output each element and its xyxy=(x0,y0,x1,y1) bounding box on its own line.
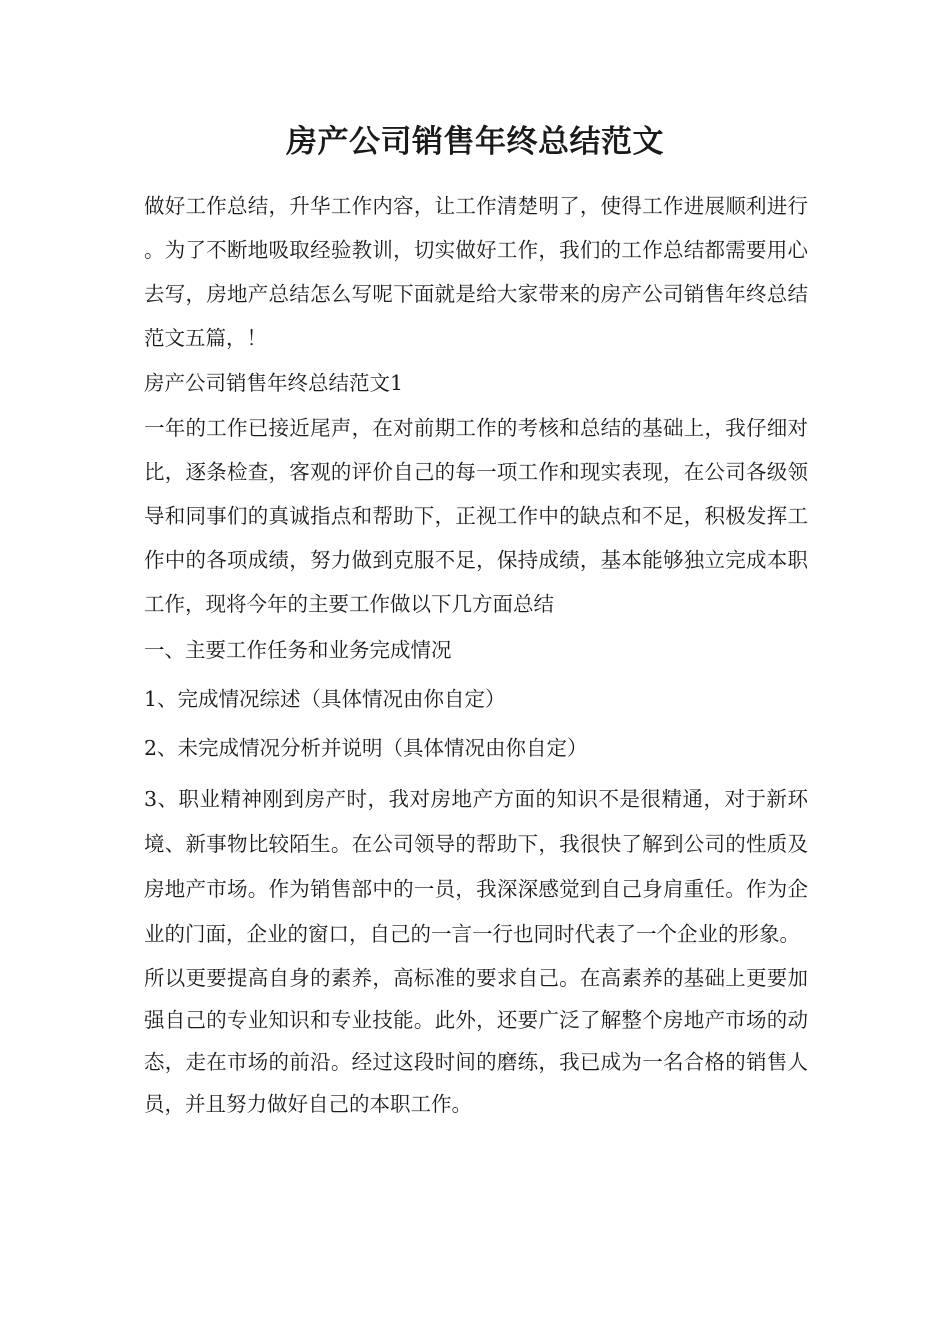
body-paragraph: 一年的工作已接近尾声，在对前期工作的考核和总结的基础上，我仔细对比，逐条检查，客观的评价自己的每一项工作和现实表现，在公司各级领导和同事们的真诚指点和帮助下，正视工作中的缺点和不足，积极发挥工作中的各项成绩，努力做到克服不足，保持成绩，基本能够独立完成本职工作，现将今年的主要工作做以下几方面总结 xyxy=(144,416,808,616)
list-item-3: 3、职业精神刚到房产时，我对房地产方面的知识不是很精通，对于新环境、新事物比较陌生。在公司领导的帮助下，我很快了解到公司的性质及房地产市场。作为销售部中的一员，我深深感觉到自己身肩重任。作为企业的门面，企业的窗口，自己的一言一行也同时代表了一个企业的形象。 xyxy=(144,787,808,946)
body-paragraph-final: 所以更要提高自身的素养，高标准的要求自己。在高素养的基础上更要加强自己的专业知识和专业技能。此外，还要广泛了解整个房地产市场的动态，走在市场的前沿。经过这段时间的磨练，我已成为一名合格的销售人员，并且努力做好自己的本职工作。 xyxy=(144,966,808,1116)
intro-paragraph: 做好工作总结，升华工作内容，让工作清楚明了，使得工作进展顺利进行。为了不断地吸取经验教训，切实做好工作，我们的工作总结都需要用心去写，房地产总结怎么写呢下面就是给大家带来的房产公司销售年终总结范文五篇，！ xyxy=(144,194,808,350)
document-body xyxy=(144,184,808,1125)
list-item-1: 1、完成情况综述（具体情况由你自定） xyxy=(144,687,506,711)
subheading-main-tasks: 一、主要工作任务和业务完成情况 xyxy=(144,638,452,662)
document-title: 房产公司销售年终总结范文 xyxy=(286,124,664,160)
list-item-2: 2、未完成情况分析并说明（具体情况由你自定） xyxy=(144,736,588,760)
section-heading-1: 房产公司销售年终总结范文1 xyxy=(144,371,404,395)
